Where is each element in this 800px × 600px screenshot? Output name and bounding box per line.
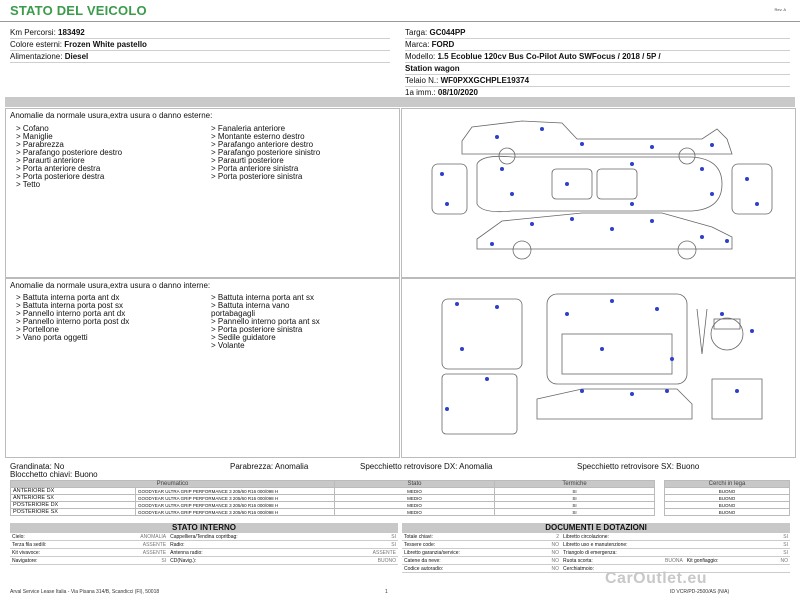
table-row: POSTERIORE SX GOODYEAR ULTRA GRIP PERFORMANCE 3 205/60 R16 000/098 H MEDIO SI BUONO	[11, 509, 790, 516]
list-item: > Paraurti posteriore	[211, 156, 284, 165]
list-item: > Fanaleria anteriore	[211, 124, 286, 133]
vehicle-info-left	[10, 27, 390, 63]
wheel-shape	[513, 241, 531, 259]
roof-shape	[597, 169, 637, 199]
documenti-title: DOCUMENTI E DOTAZIONI	[402, 523, 790, 533]
list-item: > Battuta interna porta post sx	[16, 301, 123, 310]
info-row-vin: Telaio N.: WF0PXXGCHPLE19374	[405, 75, 790, 87]
internal-defects-col2	[211, 294, 320, 350]
cabin-top-shape	[547, 294, 687, 384]
stato-interno-panel	[10, 523, 398, 565]
table-row: ANTERIORE SX GOODYEAR ULTRA GRIP PERFORMANCE 3 205/60 R16 000/098 H MEDIO SI BUONO	[11, 495, 790, 502]
table-row: Catene da neve: NO Ruota scorta: BUONA Kit gonfiaggio: NO	[404, 557, 788, 564]
damage-markers	[440, 127, 759, 246]
header-divider	[0, 21, 800, 22]
list-item: > Porta anteriore sinistra	[211, 164, 299, 173]
list-item: > Porta posteriore sinistra	[211, 325, 303, 334]
info-row-registration: 1a imm.: 08/10/2020	[405, 87, 790, 99]
external-defects-title: Anomalie da normale usura,extra usura o danno esterne:	[10, 111, 213, 120]
list-item: > Parabrezza	[16, 140, 64, 149]
door-panel-shape	[537, 389, 692, 419]
list-item: > Battuta interna porta ant sx	[211, 293, 314, 302]
list-item: > Porta posteriore sinistra	[211, 172, 303, 181]
list-item: portabagagli	[211, 309, 256, 318]
steering-wheel-shape	[711, 318, 743, 350]
list-item: > Parafango posteriore sinistro	[211, 148, 321, 157]
status-mirror-dx: Specchietto retrovisore DX: Anomalia	[360, 462, 493, 471]
trunk-shape	[442, 299, 522, 369]
table-row: Codice autoradio: NO Cerchiatmoio:	[402, 565, 790, 573]
external-diagram-panel	[401, 108, 796, 278]
status-key-block: Blocchetto chiavi: Buono	[10, 470, 98, 479]
list-item: > Sedile guidatore	[211, 333, 276, 342]
car-top-shape	[477, 156, 722, 211]
table-row: Kit vivavoce: ASSENTE Antenna radio: ASSENTE	[12, 549, 396, 556]
list-item: > Vano porta oggetti	[16, 333, 88, 342]
tyres-header-cerchi: Cerchi in lega	[665, 481, 790, 488]
vehicle-info-right	[405, 27, 790, 99]
car-rear-shape	[732, 164, 772, 214]
section-band	[5, 97, 795, 107]
interior-damage-markers	[445, 299, 754, 411]
seats-shape	[562, 334, 672, 374]
footer-company: Arval Service Lease Italia - Via Pisana 314/B, Scandicci (FI), 50018	[10, 589, 160, 595]
tyres-header-stato: Stato	[335, 481, 495, 488]
info-row-km: Km Percorsi: 183492	[10, 27, 390, 39]
internal-diagram-panel	[401, 278, 796, 458]
page-title: STATO DEL VEICOLO	[10, 3, 147, 18]
revision-label: Rev. A	[774, 7, 786, 12]
documenti-table	[402, 533, 790, 573]
stato-interno-title: STATO INTERNO	[10, 523, 398, 533]
list-item: > Maniglie	[16, 132, 53, 141]
status-windshield: Parabrezza: Anomalia	[230, 462, 309, 471]
status-mirror-sx: Specchietto retrovisore SX: Buono	[577, 462, 700, 471]
info-row-plate: Targa: GC044PP	[405, 27, 790, 39]
list-item: > Montante esterno destro	[211, 132, 305, 141]
table-row: Libretto garanzia/service: NO Triangolo di emergenza: SI	[404, 549, 788, 556]
wheel-shape	[679, 148, 695, 164]
stato-interno-table	[10, 533, 398, 565]
external-defects-col2	[211, 125, 320, 181]
car-interior-diagram	[402, 279, 795, 457]
list-item: > Paraurti anteriore	[16, 156, 85, 165]
rear-hatch-shape	[442, 374, 517, 434]
info-row-brand: Marca: FORD	[405, 39, 790, 51]
list-item: > Parafango anteriore destro	[211, 140, 314, 149]
info-row-model: Modello: 1.5 Ecoblue 120cv Bus Co-Pilot Auto SWFocus / 2018 / 5P /	[405, 51, 790, 63]
info-row-fuel: Alimentazione: Diesel	[10, 51, 390, 63]
internal-defects-panel	[5, 278, 400, 458]
tyres-header-row	[11, 481, 790, 488]
internal-defects-col1	[16, 294, 129, 342]
list-item: > Pannello interno porta post dx	[16, 317, 130, 326]
footer-doc-id: ID VCR/PD-2500/AS (N/A)	[670, 589, 730, 595]
external-defects-col1	[16, 125, 122, 189]
status-hail: Grandinata: No	[10, 462, 65, 471]
roof-shape	[552, 169, 592, 199]
table-row: Terza fila sedili: ASSENTE Radio: SI	[12, 541, 396, 548]
footer-page-number: 1	[385, 589, 388, 595]
list-item: > Pannello interno porta ant sx	[211, 317, 320, 326]
car-exterior-diagram	[402, 109, 795, 277]
list-item: > Parafango posteriore destro	[16, 148, 123, 157]
list-item: > Battuta interna vano	[211, 301, 290, 310]
watermark-logo: CarOutlet.eu	[605, 570, 708, 587]
list-item: > Porta posteriore destra	[16, 172, 105, 181]
list-item: > Porta anteriore destra	[16, 164, 101, 173]
internal-defects-title: Anomalie da normale usura,extra usura o danno interne:	[10, 281, 211, 290]
tyres-table	[10, 480, 790, 516]
car-front-shape	[432, 164, 467, 214]
door-shape	[697, 309, 707, 354]
list-item: > Battuta interna porta ant dx	[16, 293, 120, 302]
list-item: > Pannello interno porta ant dx	[16, 309, 126, 318]
table-row: ANTERIORE DX GOODYEAR ULTRA GRIP PERFORMANCE 3 205/60 R16 000/098 H MEDIO SI BUONO	[11, 488, 790, 495]
list-item: > Cofano	[16, 124, 49, 133]
list-item: > Portellone	[16, 325, 59, 334]
list-item: > Volante	[211, 341, 245, 350]
tyres-header-termiche: Termiche	[495, 481, 655, 488]
table-row: POSTERIORE DX GOODYEAR ULTRA GRIP PERFORMANCE 3 205/60 R16 000/098 H MEDIO SI BUONO	[11, 502, 790, 509]
table-row: Navigatore: SI CD(Navig.): BUONO	[12, 557, 396, 564]
table-row: Tessere code: NO Libretto uso e manutenzione: SI	[404, 541, 788, 548]
documenti-panel	[402, 523, 790, 573]
external-defects-panel	[5, 108, 400, 278]
list-item: > Tetto	[16, 180, 41, 189]
wheel-shape	[678, 241, 696, 259]
table-row: Totale chiavi: 2 Libretto circolazione: SI	[404, 533, 788, 540]
info-row-color: Colore esterni: Frozen White pastello	[10, 39, 390, 51]
table-row: Cielo: ANOMALIA Cappelliera/Tendina copritbag: SI	[12, 533, 396, 540]
tyres-header-pneumatico: Pneumatico	[11, 481, 335, 488]
info-row-model-cont: Station wagon	[405, 63, 790, 75]
glovebox-shape	[712, 379, 762, 419]
